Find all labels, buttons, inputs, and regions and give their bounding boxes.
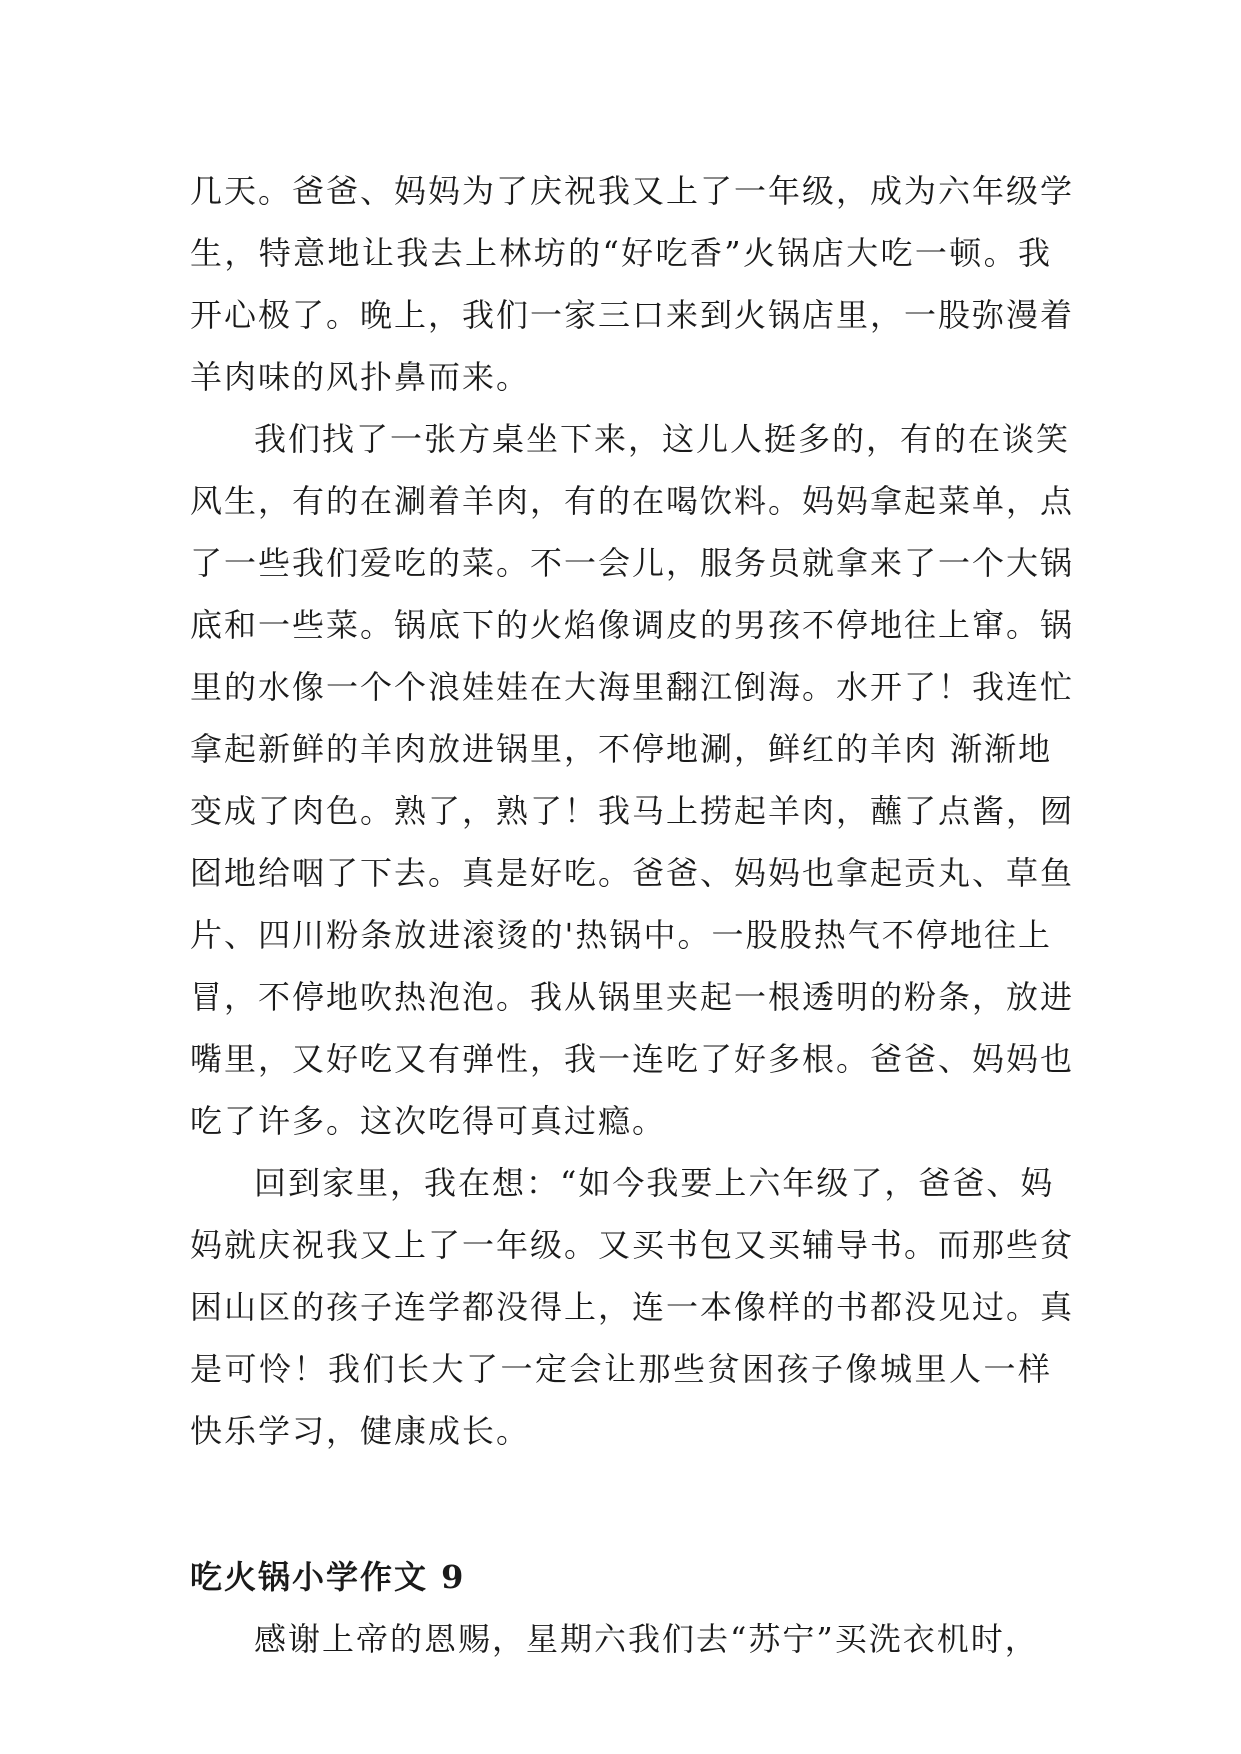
text-line: 底和一些菜。锅底下的火焰像调皮的男孩不停地往上窜。锅 [190,606,1075,644]
text-line: 风生，有的在涮着羊肉，有的在喝饮料。妈妈拿起菜单，点 [190,482,1075,520]
text-line: 生，特意地让我去上林坊的“好吃香”火锅店大吃一顿。我 [190,234,1052,272]
text-line: 我们找了一张方桌坐下来，这儿人挺多的，有的在谈笑 [254,420,1071,458]
text-line: 嘴里，又好吃又有弹性，我一连吃了好多根。爸爸、妈妈也 [190,1040,1075,1078]
document-body [190,160,1075,1670]
text-line: 快乐学习，健康成长。 [190,1412,531,1450]
paragraph-2 [190,408,1075,1152]
paragraph-4 [190,1608,1052,1670]
text-line: 囵地给咽了下去。真是好吃。爸爸、妈妈也拿起贡丸、草鱼 [190,854,1075,892]
text-line: 变成了肉色。熟了，熟了！我马上捞起羊肉，蘸了点酱，囫 [190,792,1075,830]
paragraph-3 [190,1152,1075,1462]
text-line: 冒，不停地吹热泡泡。我从锅里夹起一根透明的粉条，放进 [190,978,1075,1016]
text-line: 片、四川粉条放进滚烫的'热锅中。一股股热气不停地往上 [190,916,1052,954]
text-line: 吃了许多。这次吃得可真过瘾。 [190,1102,667,1140]
text-line: 感谢上帝的恩赐，星期六我们去“苏宁”买洗衣机时， [254,1620,1039,1658]
text-line: 里的水像一个个浪娃娃在大海里翻江倒海。水开了！我连忙 [190,668,1075,706]
text-line: 开心极了。晚上，我们一家三口来到火锅店里，一股弥漫着 [190,296,1075,334]
text-line-first [190,408,1071,470]
paragraph-1 [190,160,1075,408]
text-line-first [190,1608,1052,1670]
text-line: 困山区的孩子连学都没得上，连一本像样的书都没见过。真 [190,1288,1075,1326]
text-line: 拿起新鲜的羊肉放进锅里，不停地涮，鲜红的羊肉 渐渐地 [190,730,1053,768]
text-line: 妈就庆祝我又上了一年级。又买书包又买辅导书。而那些贫 [190,1226,1075,1264]
text-line: 是可怜！我们长大了一定会让那些贫困孩子像城里人一样 [190,1350,1052,1388]
text-line: 羊肉味的风扑鼻而来。 [190,358,531,396]
text-line-first [190,1152,1055,1214]
text-line: 几天。爸爸、妈妈为了庆祝我又上了一年级，成为六年级学 [190,172,1075,210]
text-line: 回到家里，我在想：“如今我要上六年级了，爸爸、妈 [254,1164,1055,1202]
section-heading: 吃火锅小学作文 9 [190,1558,466,1596]
text-line: 了一些我们爱吃的菜。不一会儿，服务员就拿来了一个大锅 [190,544,1075,582]
